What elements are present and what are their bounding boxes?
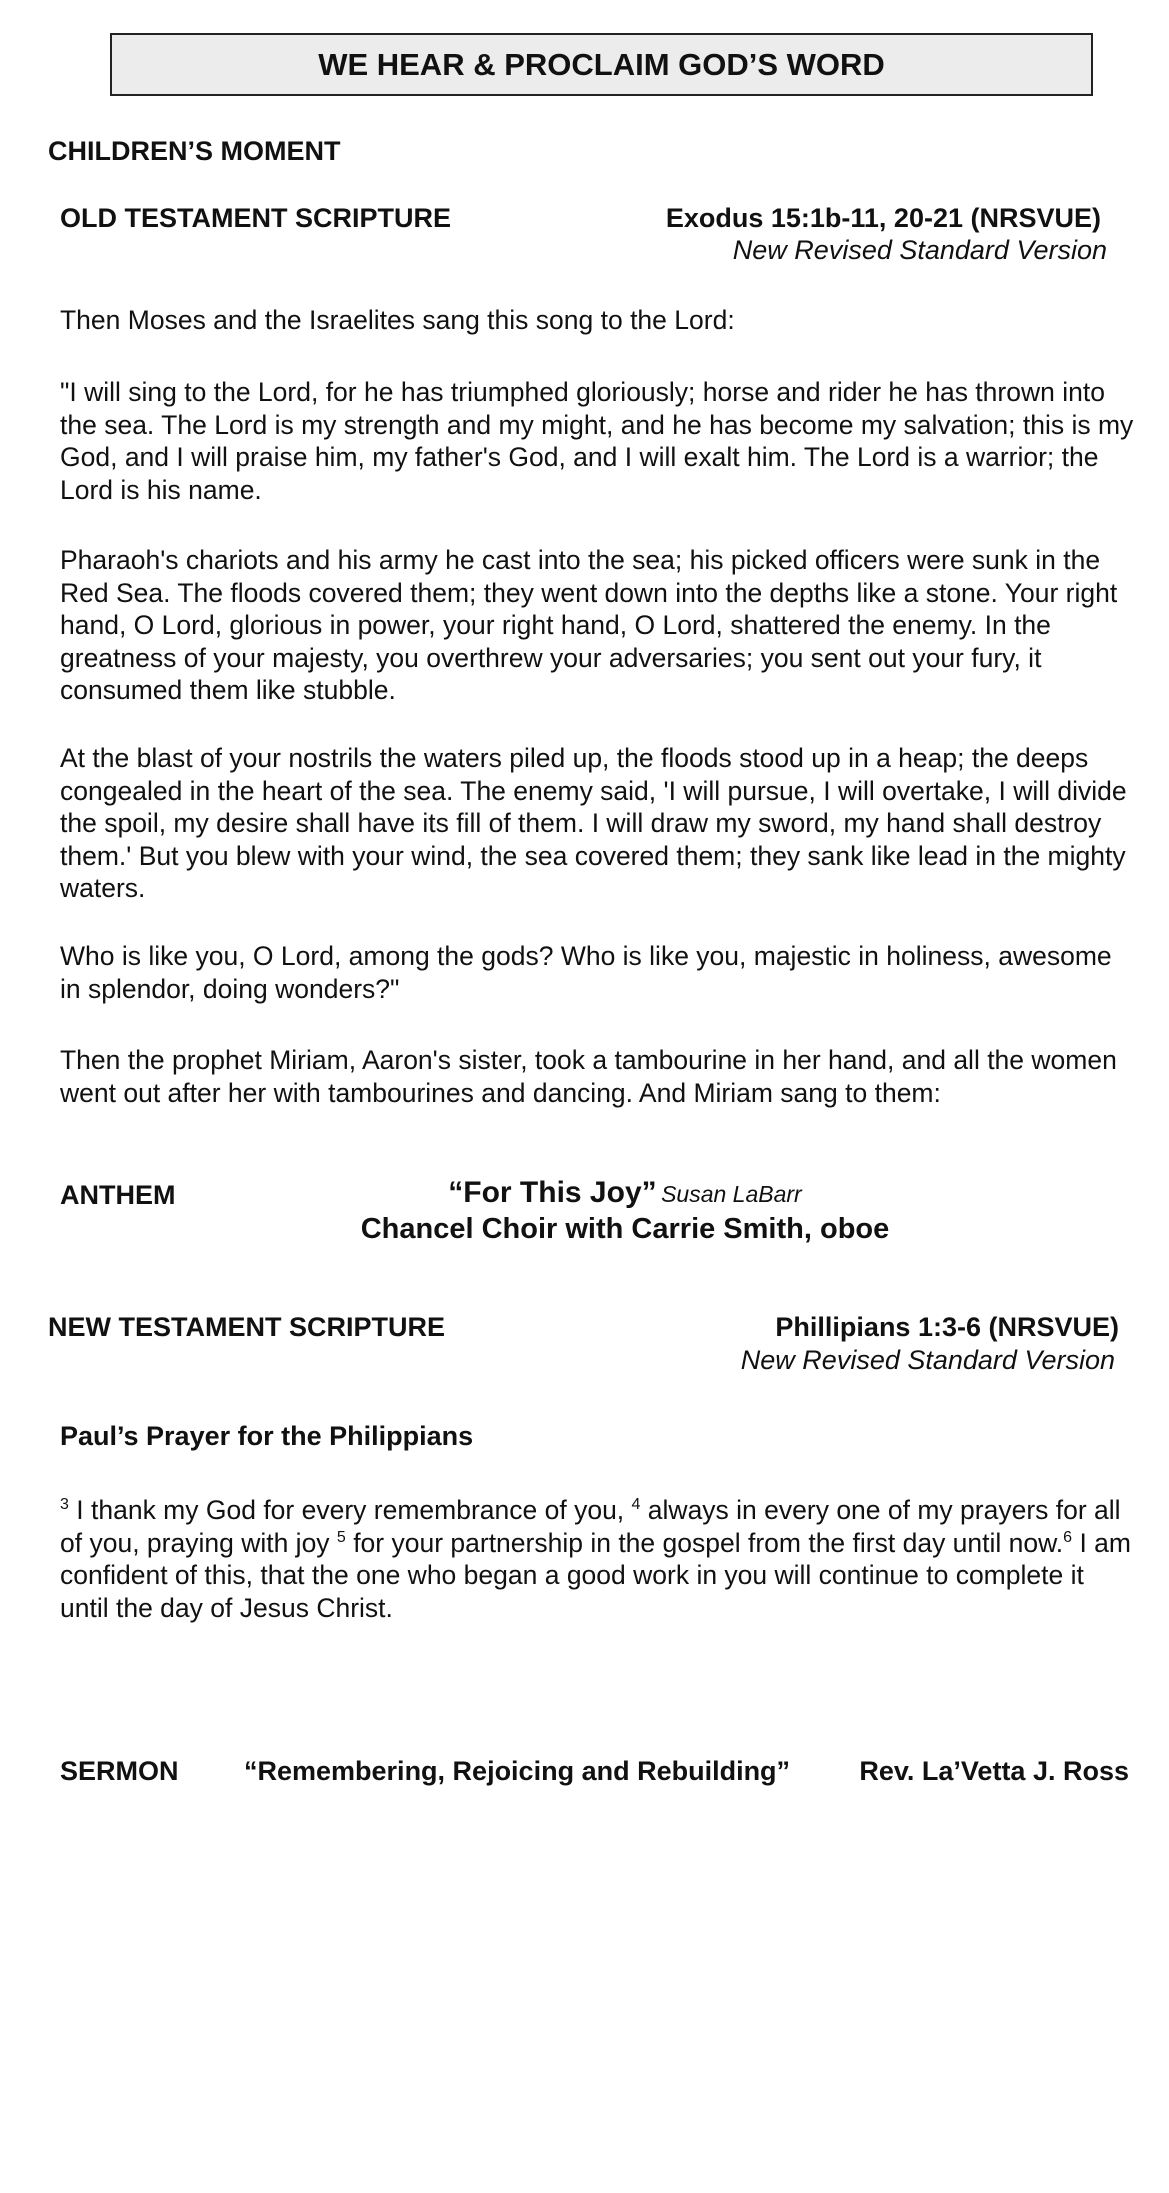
ot-paragraph: Pharaoh's chariots and his army he cast into the sea; his picked officers were sunk in the Red Sea. The floods covered them; they went down into the depths like a stone. Your right hand, O Lord, glorious in power, your right hand, O Lord, shattered the enemy. In the greatness of your majesty, you overthrew your adversaries; you sent out your fury, it consumed them like stubble. — [60, 545, 1118, 705]
sermon-title: “Remembering, Rejoicing and Rebuilding” — [244, 1756, 791, 1786]
ot-paragraph: Then Moses and the Israelites sang this song to the Lord: — [60, 305, 735, 335]
verse-text: always in every one of my prayers for all of you, praying with joy — [60, 1495, 1121, 1558]
old-testament-reference: Exodus 15:1b-11, 20-21 (NRSVUE) — [665, 203, 1101, 233]
verse-text: I thank my God for every remembrance of you, — [68, 1495, 632, 1525]
section-header — [110, 33, 1093, 96]
old-testament-label: OLD TESTAMENT SCRIPTURE — [60, 203, 451, 233]
new-testament-label: NEW TESTAMENT SCRIPTURE — [48, 1312, 445, 1342]
verse-number: 6 — [1063, 1528, 1073, 1546]
verse-number: 4 — [631, 1496, 641, 1513]
ot-paragraph: Who is like you, O Lord, among the gods? Who is like you, majestic in holiness, awesome in splendor, doing wonders?" — [60, 941, 1112, 1004]
anthem-performers: Chancel Choir with Carrie Smith, oboe — [360, 1213, 890, 1245]
ot-paragraph: "I will sing to the Lord, for he has triumphed gloriously; horse and rider he has thrown into the sea. The Lord is my strength and my might, and he has become my salvation; this is my God, and I will praise him, my father's God, and I will exalt him. The Lord is a warrior; the Lord is his name. — [60, 377, 1134, 505]
ot-paragraph: Then the prophet Miriam, Aaron's sister, took a tambourine in her hand, and all the women went out after her with tambourines and dancing. And Miriam sang to them: — [60, 1045, 1117, 1108]
childrens-moment-label: CHILDREN’S MOMENT — [48, 136, 341, 166]
anthem-title-line — [300, 1176, 950, 1210]
old-testament-version: New Revised Standard Version — [732, 235, 1107, 265]
verse-number: 3 — [60, 1496, 69, 1513]
passage-heading: Paul’s Prayer for the Philippians — [60, 1421, 474, 1451]
anthem-composer: Susan LaBarr — [661, 1181, 802, 1207]
sermon-preacher: Rev. La’Vetta J. Ross — [859, 1756, 1129, 1786]
verse-text: I am confident of this, that the one who began a good work in you will continue to complete it until the day of Jesus Christ. — [60, 1527, 1131, 1623]
new-testament-version: New Revised Standard Version — [740, 1345, 1115, 1375]
sermon-label: SERMON — [60, 1756, 179, 1786]
verse-number: 5 — [336, 1528, 346, 1546]
anthem-label: ANTHEM — [60, 1180, 176, 1210]
new-testament-reference: Phillipians 1:3-6 (NRSVUE) — [775, 1312, 1119, 1342]
verse-text: for your partnership in the gospel from the first day until now. — [345, 1527, 1064, 1558]
section-title: WE HEAR & PROCLAIM GOD’S WORD — [318, 46, 885, 82]
nt-verses — [60, 1494, 1135, 1624]
ot-paragraph: At the blast of your nostrils the waters piled up, the floods stood up in a heap; the deeps congealed in the heart of the sea. The enemy said, 'I will pursue, I will overtake, I will divide the spoil, my desire shall have its fill of them. I will draw my sword, my hand shall destroy them.' But you blew with your wind, the sea covered them; they sank like lead in the mighty waters. — [60, 743, 1127, 903]
anthem-title: “For This Joy” — [448, 1176, 657, 1209]
